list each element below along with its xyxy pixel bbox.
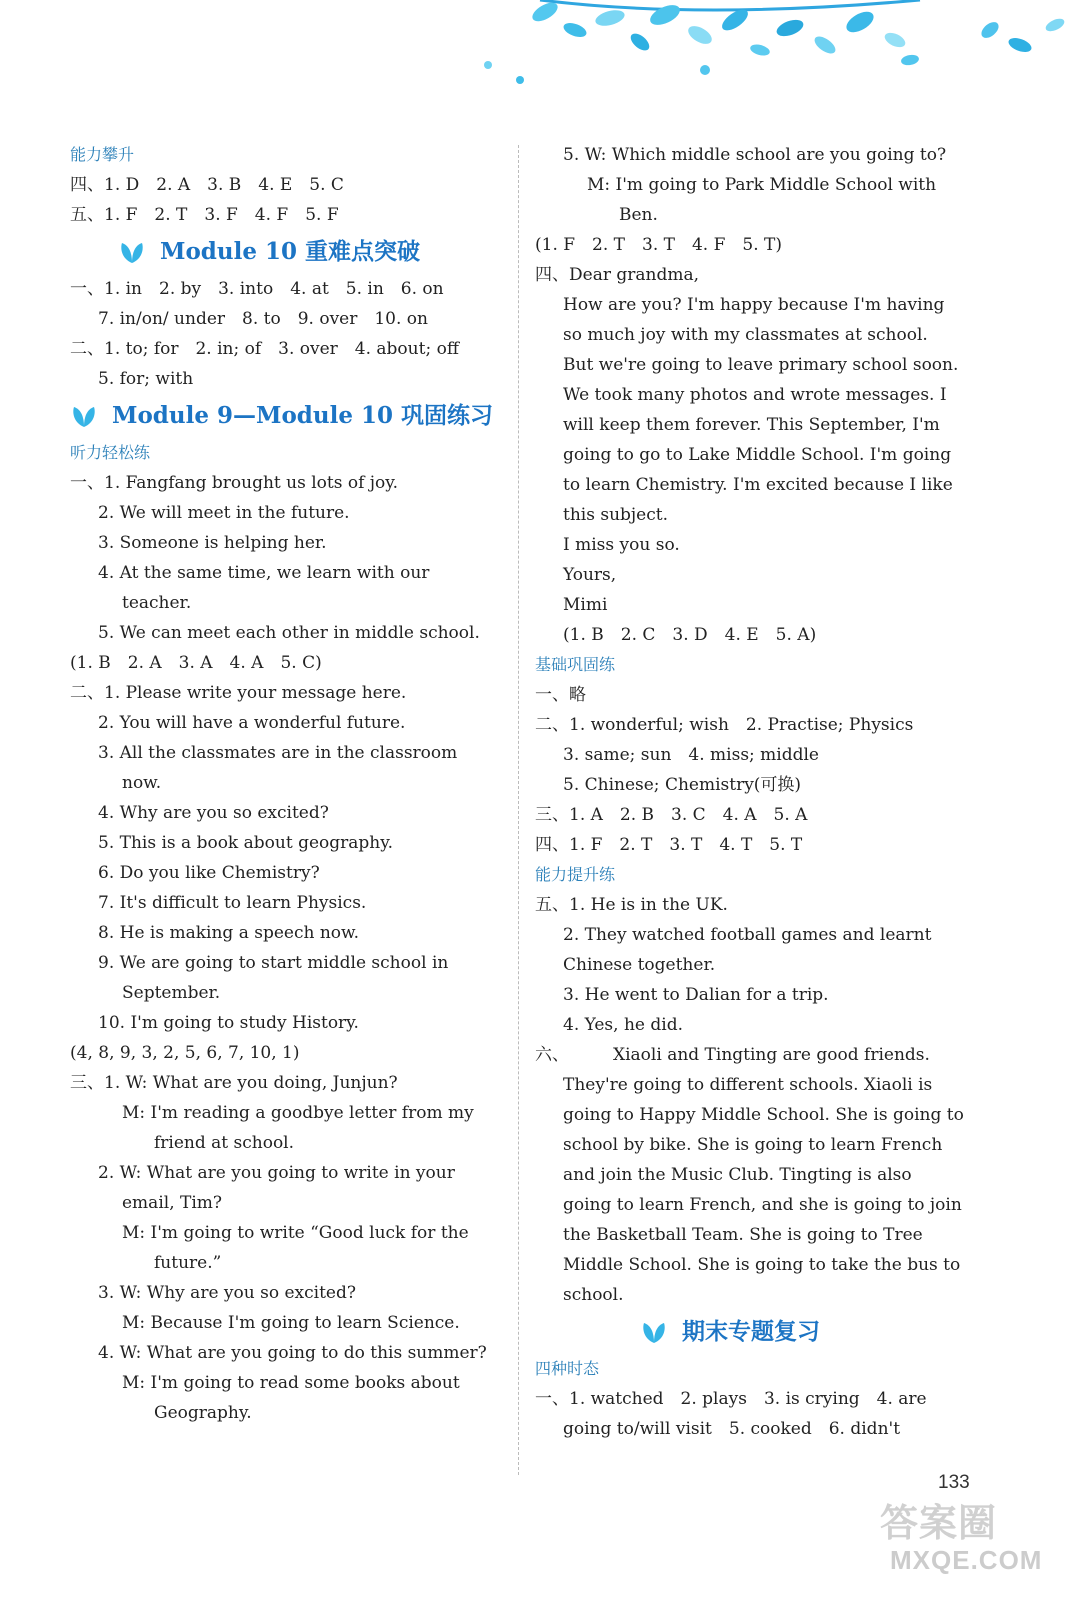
dialogue-line: 4. W: What are you going to do this summer? xyxy=(98,1343,487,1363)
answer-key: (4, 8, 9, 3, 2, 5, 6, 7, 10, 1) xyxy=(70,1043,300,1063)
answer-line: 二、1. wonderful; wish 2. Practise; Physics xyxy=(535,715,914,735)
module10-title: Module 10 重难点突破 xyxy=(160,238,420,265)
answer-line: 五、1. He is in the UK. xyxy=(535,895,728,915)
answer-line: 四、1. F 2. T 3. T 4. T 5. T xyxy=(535,835,803,855)
letter-line: I miss you so. xyxy=(563,535,680,555)
letter-line: 四、Dear grandma, xyxy=(535,265,699,285)
leaf-branch-decoration xyxy=(0,0,1075,110)
answer-line: 2. They watched football games and learnt Chinese together. xyxy=(563,925,932,975)
final-review-heading xyxy=(535,1314,965,1350)
dialogue-line: M: Because I'm going to learn Science. xyxy=(122,1313,460,1333)
module9-10-heading xyxy=(70,398,500,434)
dialogue-line: M: I'm reading a goodbye letter from my friend at school. xyxy=(122,1103,474,1153)
writing-paragraph: Xiaoli and Tingting are good friends. They're going to different schools. Xiaoli is going to Happy Middle School. She is going to school by bike. She is going to learn French and join the Music Club. Tingting is also going to learn French, and she is going to join the Basketball Team. She is going to Tree Middle School. She is going to take the bus to school. xyxy=(563,1045,964,1305)
module9-10-title: Module 9—Module 10 巩固练习 xyxy=(112,402,493,429)
section-heading-listening: 听力轻松练 xyxy=(70,443,151,462)
answer-line: 2. We will meet in the future. xyxy=(98,503,350,523)
answer-line: going to/will visit 5. cooked 6. didn't xyxy=(563,1419,901,1439)
answer-line: 5. for; with xyxy=(98,369,194,389)
letter-line: Mimi xyxy=(563,595,608,615)
answer-line: 7. It's difficult to learn Physics. xyxy=(98,893,367,913)
answer-line: 一、1. Fangfang brought us lots of joy. xyxy=(70,473,399,493)
section-heading-basic: 基础巩固练 xyxy=(535,655,616,674)
answer-line: 四、1. D 2. A 3. B 4. E 5. C xyxy=(70,175,344,195)
dialogue-line: 3. W: Why are you so excited? xyxy=(98,1283,356,1303)
answer-line: 9. We are going to start middle school in September. xyxy=(98,953,449,1003)
answer-line: 二、1. Please write your message here. xyxy=(70,683,407,703)
answer-line: 4. Yes, he did. xyxy=(563,1015,683,1035)
dialogue-line: 2. W: What are you going to write in your email, Tim? xyxy=(98,1163,455,1213)
leaf-icon xyxy=(70,405,98,429)
section-heading-ability-up: 能力提升练 xyxy=(535,865,616,884)
answer-line: 6. Do you like Chemistry? xyxy=(98,863,320,883)
section-heading-tenses: 四种时态 xyxy=(535,1359,600,1378)
dialogue-line: M: I'm going to Park Middle School with Ben. xyxy=(587,175,937,225)
final-review-title: 期末专题复习 xyxy=(682,1318,820,1345)
watermark-logo: 答案圈 xyxy=(880,1503,998,1545)
answer-line: 一、1. in 2. by 3. into 4. at 5. in 6. on xyxy=(70,279,444,299)
answer-line: 7. in/on/ under 8. to 9. over 10. on xyxy=(98,309,428,329)
answer-line: 3. Someone is helping her. xyxy=(98,533,327,553)
answer-line: 五、1. F 2. T 3. F 4. F 5. F xyxy=(70,205,339,225)
answer-line: 一、1. watched 2. plays 3. is crying 4. are xyxy=(535,1389,927,1409)
answer-line: 8. He is making a speech now. xyxy=(98,923,359,943)
column-divider xyxy=(518,145,519,1475)
answer-line: 一、略 xyxy=(535,685,586,705)
right-column xyxy=(535,140,965,1444)
dialogue-line: M: I'm going to write “Good luck for the future.” xyxy=(122,1223,469,1273)
answer-line: 3. same; sun 4. miss; middle xyxy=(563,745,819,765)
letter-paragraph: But we're going to leave primary school soon. We took many photos and wrote messages. I will keep them forever. This September, I'm going to go to Lake Middle School. I'm going to learn Chemistry. I'm excited because I like this subject. xyxy=(563,355,959,525)
dialogue-line: 三、1. W: What are you doing, Junjun? xyxy=(70,1073,398,1093)
letter-line: Yours, xyxy=(563,565,617,585)
dialogue-line: 5. W: Which middle school are you going to? xyxy=(563,145,947,165)
answer-line: 5. This is a book about geography. xyxy=(98,833,393,853)
answer-line: 10. I'm going to study History. xyxy=(98,1013,359,1033)
answer-key: (1. B 2. A 3. A 4. A 5. C) xyxy=(70,653,322,673)
answer-line: 2. You will have a wonderful future. xyxy=(98,713,406,733)
letter-paragraph: How are you? I'm happy because I'm having so much joy with my classmates at school. xyxy=(563,295,945,345)
answer-line: 3. He went to Dalian for a trip. xyxy=(563,985,829,1005)
section-heading-ability: 能力攀升 xyxy=(70,145,135,164)
answer-line: 4. At the same time, we learn with our teacher. xyxy=(98,563,430,613)
answer-line: 4. Why are you so excited? xyxy=(98,803,329,823)
answer-line: 5. We can meet each other in middle school. xyxy=(98,623,480,643)
answer-line: 3. All the classmates are in the classroom now. xyxy=(98,743,458,793)
answer-key: (1. B 2. C 3. D 4. E 5. A) xyxy=(563,625,817,645)
question-number: 六、 xyxy=(535,1045,569,1065)
dialogue-line: M: I'm going to read some books about Geography. xyxy=(122,1373,460,1423)
module10-heading xyxy=(70,234,500,270)
answer-line: 二、1. to; for 2. in; of 3. over 4. about; off xyxy=(70,339,459,359)
answer-key: (1. F 2. T 3. T 4. F 5. T) xyxy=(535,235,782,255)
left-column xyxy=(70,140,500,1428)
watermark-url: MXQE.COM xyxy=(890,1545,1043,1575)
page-number: 133 xyxy=(938,1472,970,1493)
answer-line: 5. Chinese; Chemistry(可换) xyxy=(563,775,802,795)
writing-answer xyxy=(535,1040,965,1310)
answer-line: 三、1. A 2. B 3. C 4. A 5. A xyxy=(535,805,808,825)
leaf-icon xyxy=(118,241,146,265)
leaf-icon xyxy=(640,1321,668,1345)
